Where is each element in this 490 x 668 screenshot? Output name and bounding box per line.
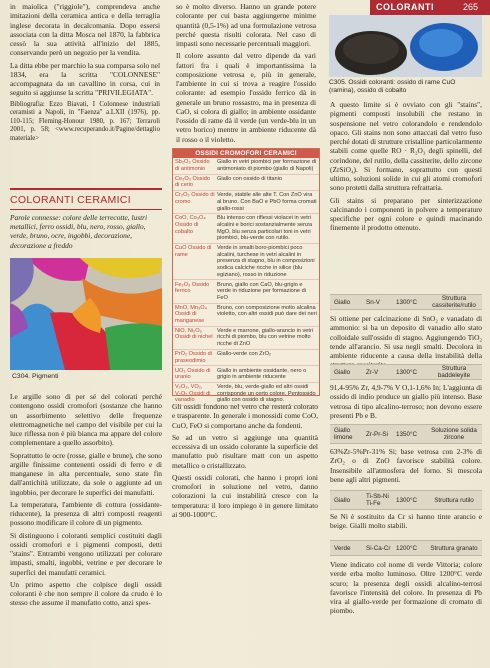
oxide-color-description: Verde, blu, verde-giallo ed altri ossidi corrisponde un certo colore. Pentossido giallo con ossido di stagno. (217, 384, 316, 404)
spec-temperature: 1300°C (396, 368, 418, 376)
table-title: OSSIDI CROMOFORI CERAMICI (173, 149, 319, 158)
table-row (173, 350, 319, 367)
spec-formula: Ti-Sb-Ni Ti-Fe (366, 493, 389, 507)
table-row (173, 158, 319, 175)
chromophore-oxides-table (172, 148, 320, 404)
oxide-color-description: Blu intenso con riflessi violacei in vetri alcalini e borici sostanzialmente senza MgO, blu senza particolari toni in vetri piombici, blu-verde con rutilo. (217, 215, 313, 242)
paragraph: Viene indicato col nome di verde Vittoria; colore verde erba molto luminoso. Oltre 1200°C verde scuro; la presenza degli ossidi alcalino-terrosi favorisce l'intensità del colore. In presenza di Pb vira al giallo-verde per formazione di cromato di piombo. (330, 560, 482, 616)
spec-temperature: 1300°C (396, 496, 418, 504)
page-header-title: COLORANTI (376, 2, 434, 12)
oxide-color-description: Giallo con ossido di titanio (217, 175, 282, 182)
page-number: 265 (463, 2, 479, 12)
table-row (173, 327, 319, 350)
column-middle (176, 2, 316, 147)
stain-spec-row (330, 424, 482, 444)
spec-formula: Zr-V (366, 368, 379, 376)
oxide-name: Cr₂O₃ Ossido di cromo (175, 192, 215, 205)
spec-temperature: 1350°C (396, 430, 418, 438)
oxide-name: Ce₂O₃ Ossido di cerio (175, 175, 210, 189)
stain-description (330, 512, 482, 534)
paragraph: La temperatura, l'ambiente di cottura (ossidante-riducente), la presenza di altri composti reagenti possono modificare il colore di un pigmento. (10, 499, 162, 528)
spec-temperature: 1300°C (396, 298, 418, 306)
spec-structure: Soluzione solida zircone (431, 427, 477, 441)
spec-structure: Struttura cassiterite/rutilo (432, 295, 476, 309)
paragraph: La ditta ebbe per marchio la sua comparsa solo nel 1834, era la scritta "COLONNESE" accompagnata da un cavallino in corsa, cui in seguito si aggiunse la scritta "PRIVILEGIATA". (10, 60, 161, 98)
spec-color: Giallo (334, 298, 351, 306)
paragraph: Le argille sono di per sé del colorati perché contengono ossidi cromofori (sostanze che hanno un assorbimento selettivo delle frequenze elettromagnetiche nel campo del visibile per cui la luce riflessa non è più bianca ma appare del colore complementare a quello assorbito). (10, 392, 162, 448)
spec-color: Giallo (334, 368, 351, 376)
stain-spec-row (330, 490, 482, 510)
oxide-name: V₂O₃, VO₂, V₂O₅ Ossidi di vanadio (175, 384, 211, 404)
photo-caption: C305. Ossidi coloranti: ossido di rame CuO (ramina), ossido di cobalto (329, 79, 456, 94)
pigments-photo (10, 258, 162, 370)
oxide-name: MnO, Mn₃O₄ Ossidi di manganese (175, 304, 207, 324)
stain-spec-row (330, 364, 482, 380)
section-title: COLORANTI CERAMICI (10, 194, 131, 206)
table-row (173, 244, 319, 280)
oxide-color-description: Giallo-verde con ZrO₂ (217, 351, 272, 358)
paragraph: 91,4-95% Zr, 4,9-7% V O,1-1,6% In; L'aggiunta di ossido di indio produce un giallo più intenso. Base vetrosa di tipo alcalino-terroso; non devono essere presenti Pb e B. (330, 383, 482, 420)
paragraph: Se ad un vetro si aggiunge una quantità eccessiva di un ossido colorante la superficie del manufatto può risultare matt con un aspetto metallico o cristallizzato. (172, 432, 318, 470)
column-middle-lower (172, 402, 318, 522)
table-row (173, 191, 319, 214)
table-row (173, 280, 319, 303)
paragraph: Si ottiene per calcinazione di SnO₂ e vanadato di ammonio: si ha un deposito di vanadio allo stato colloidale sull'ossido di stagno. Aggiungendo TiO₂ tende all'arancio. Si usa negli smalti. Decolora in ambiente riducente a causa della instabilità della (330, 314, 482, 360)
paragraph: 63%Zr-5%Pr-31% Si; base vetrosa con 2-3% di ZrO₂ o di ZnO favorisce stabilità colore. Insensibile all'atmosfera del forno. Si mescola bene agli altri pigmenti. (330, 447, 482, 484)
section-rule (10, 209, 162, 210)
column-right (330, 100, 482, 236)
bibliography: Bibliografia: Ezzo Biavati, I Colonnese industriali ceramisti a Napoli, in "Faenza" a.LXII (1976), pp. 110-115; Fleming-Honour 1980, p. 167; Terraroli 2001, p. 58; <www.recuperando.it/Pagine/dettaglio materiale> (10, 100, 160, 142)
spec-temperature: 1200°C (396, 544, 418, 552)
spec-color: Giallo (334, 496, 351, 504)
stain-description (330, 560, 482, 619)
paragraph: A questo limite si è ovviato con gli "stains", pigmenti composti insolubili che restano in sospensione nel vetro colorandolo e rendendolo opaco. Gli stains non sono attaccati dal vetro fuso perché dotati di strutture cristalline particolarmente stabili come quelle RO · R₂O₃ degli spinelli, del corindone, del rutilo, della cassiterite, dello zircone (ZrSiO₄). Si formano, soprattutto con questi ultimo, soluzioni solide in cui gli atomi cromofori sono protetti dalla struttura refrattaria. (330, 100, 482, 193)
oxide-color-description: Verde, stabile alle alte T. Con ZnO vira al bruno. Con BaO e PbO forma cromati giallo-rossi (217, 192, 317, 212)
oxide-name: NiO, Ni₂O₃ Ossidi di nichel (175, 327, 213, 341)
related-words: Parole connesse: colore delle terrecotte, lustri metallici, ferro ossidi, blu, nero, rosso, giallo, verde, bruno, ocre, ingobbi, decorazione, decorazione a freddo (10, 213, 148, 250)
paragraph: in maiolica ("riggiole"), comprendeva anche imitazioni della ceramica antica e della terraglia inglese decorata in decalcomania. Dopo essersi associata con la ditta Mosca nel 1870, la fabbrica cessò la sua attività all'inizio del 1885, conservando però un negozio per la vendita. (10, 2, 160, 58)
photo-caption: C304. Pigmenti (12, 373, 59, 380)
stain-spec-row (330, 294, 482, 310)
oxide-name: CoO, Co₃O₄ Ossido di cobalto (175, 215, 206, 235)
oxide-name: Sb₂O₃ Ossido di antimonio (175, 159, 210, 172)
oxide-color-description: Giallo in vetri piombici per formazione di antimoniato di piombo (giallo di Napoli) (217, 159, 317, 172)
stain-description (330, 383, 482, 423)
paragraph: Soprattutto le ocre (rosse, gialle e brune), che sono argille finissime contenenti ossidi di ferro e di manganese in alta percentuale, sono state fin dall'antichità utilizzate, da sole o aggiunte ad un ingobbio, per decorare le superfici dei manufatti. (10, 450, 162, 497)
table-row (173, 366, 319, 383)
oxide-name: PrO₂ Ossido di praseodimio (175, 351, 212, 364)
oxide-color-description: Verde e marrone, giallo-arancio in vetri ricchi di piombo, blu con vetrine molto ricche di ZnO (217, 327, 314, 348)
spec-color: Giallo limone (334, 427, 353, 441)
spec-structure: Struttura granato (430, 544, 478, 552)
oxides-photo (329, 15, 482, 77)
column-left (10, 2, 160, 146)
stain-description (330, 447, 482, 487)
oxide-color-description: Verde in smalti boro-piombici poco alcalini, turchese in vetri alcalini in presenza di stagno, blu in composizioni sodica calciche ricche in silice (blu egiziano), rosso in riduzione (217, 245, 315, 278)
paragraph: Si distinguono i coloranti semplici costituiti dagli ossidi cromofori e i pigmenti composti, detti "stains". Entrambi vengono utilizzati per colorare impasti, smalti, ingobbi, vetrine e per decorare le superfici dei manufatti ceramici. (10, 530, 162, 577)
paragraph: Gli ossidi fondono nel vetro che resterà colorato e trasparente. In generale i monossidi come CoO, CuO, FeO si comportano anche da fondenti. (172, 402, 318, 430)
spec-formula: Sn-V (366, 298, 380, 306)
spec-color: Verde (334, 544, 351, 552)
paragraph: Il colore assunto dal vetro dipende da vari fattori fra i quali è importantissima la composizione vetrosa e, più in generale, l'ambiente in cui si trova a reagire l'ossido colorante: ad esempio l'ossido ferrico dà in generale un bruno rossastro, ma in presenza di CaO, si colora di giallo; in ambiente ossidante l'ossido di rame dà il verde (un verde-blu in un vetro borico) mentre in ambiente riducente dà il rosso o il violetto. (176, 51, 316, 144)
oxide-name: Fe₂O₃ Ossido ferrico (175, 281, 210, 295)
spec-structure: Struttura baddeleyite (437, 365, 471, 379)
oxide-color-description: Bruno, con composizione molto alcalina violetto, con altri ossidi può dare dei neri (217, 304, 317, 318)
oxide-name: CuO Ossido di rame (175, 245, 212, 258)
oxide-color-description: Bruno, giallo con CaO, blu-grigio e verde in riduzione per formazione di FeO (217, 281, 306, 301)
paragraph: Un primo aspetto che colpisce degli ossidi coloranti è che non sempre il colore da crudo è lo stesso che assume il manufatto cotto, anzi spes- (10, 579, 162, 608)
paragraph: so è molto diverso. Hanno un grande potere colorante per cui basta aggiungerne minime quantità (0,5-1%) ad una formulazione vetrosa perché questa risulti colorata. Nel caso di impasti sono necessarie percentuali maggiori. (176, 2, 316, 48)
spec-structure: Struttura rutilo (434, 496, 474, 504)
stain-spec-row (330, 540, 482, 556)
paragraph: Questi ossidi colorati, che hanno i propri ioni cromofori in soluzione nel vetro, danno colorazioni la cui instabilità cresce con la temperatura: il loro impiego è in genere limitato ai 900-1000°C. (172, 472, 318, 519)
oxide-name: UO₃ Ossido di uranio (175, 367, 211, 381)
paragraph: Gli stains si preparano per sinterizzazione calcinando i componenti in polvere a temperature specifiche per ogni colore e quindi macinando finemente il prodotto ottenuto. (330, 195, 482, 233)
oxide-color-description: Giallo in ambiente ossidante, nero o grigio in ambiente riducente (217, 367, 307, 381)
paragraph: Se Ni è sostituito da Cr si hanno tinte arancio e beige. Gialli molto stabili. (330, 512, 482, 531)
table-row (173, 304, 319, 327)
table-row (173, 175, 319, 192)
column-left-lower (10, 392, 162, 611)
spec-formula: Si-Ca-Cr (366, 544, 391, 552)
table-row (173, 214, 319, 244)
section-rule (10, 188, 162, 190)
spec-formula: Zr-Pr-Si (366, 430, 389, 438)
